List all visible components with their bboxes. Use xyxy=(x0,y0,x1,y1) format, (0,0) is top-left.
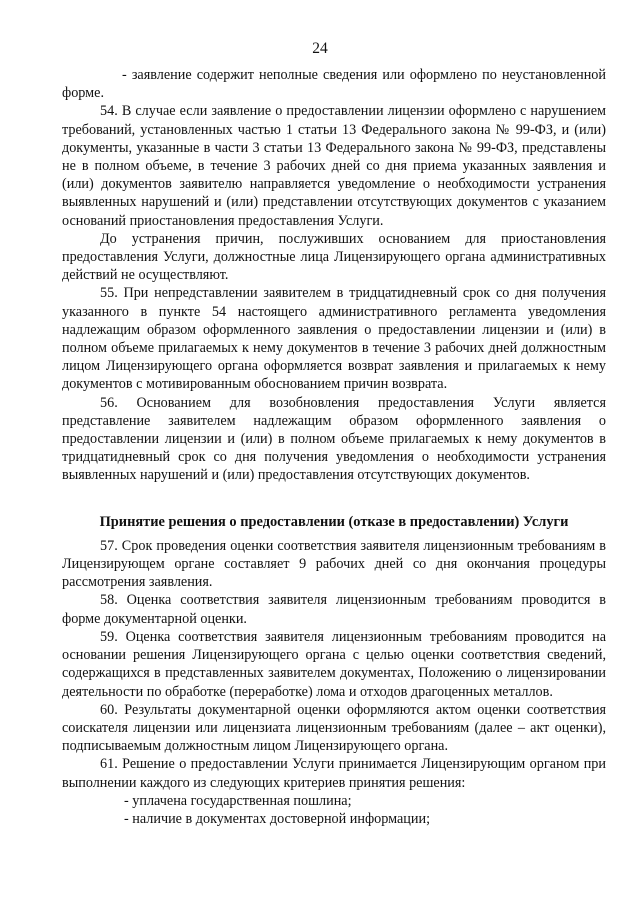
paragraph-54: 54. В случае если заявление о предоставлении лицензии оформлено с нарушением требований, установленных частью 1 статьи 13 Федерального закона № 99-ФЗ, и (или) документы, указанные в части 3 статьи 13 Федерального закона № 99-ФЗ, представлены не в полном объеме, в течение 3 рабочих дней со дня приема указанных заявления и (или) документов заявителю направляется уведомление о необходимости устранения выявленных нарушений и (или) представлении отсутствующих документов с указанием оснований приостановления предоставления Услуги. xyxy=(62,103,606,229)
paragraph-incomplete-info: - заявление содержит неполные сведения или оформлено по неустановленной форме. xyxy=(62,67,606,102)
paragraph-56: 56. Основанием для возобновления предоставления Услуги является представление заявителем надлежащим образом оформленного заявления о предоставлении лицензии и (или) в полном объеме прилагаемых к нему документов в тридцатидневный срок со дня получения уведомления о необходимости устранения выявленных нарушений и (или) предоставления отсутствующих документов. xyxy=(62,394,606,484)
paragraph-55: 55. При непредставлении заявителем в тридцатидневный срок со дня получения указанного в пункте 54 настоящего административного регламента уведомления надлежащим образом оформленного заявления о предоставлении лицензии и (или) в полном объеме прилагаемых к нему документов в течение 3 рабочих дней должностным лицом Лицензирующего органа оформляется возврат заявления и прилагаемых к нему документов с мотивированным обоснованием причин возврата. xyxy=(62,285,606,393)
bullet-reliable-information: - наличие в документах достоверной информации; xyxy=(124,810,431,827)
section-heading: Принятие решения о предоставлении (отказе в предоставлении) Услуги xyxy=(99,513,569,530)
document-body xyxy=(62,66,606,828)
paragraph-59: 59. Оценка соответствия заявителя лицензионным требованиям проводится на основании решения Лицензирующего органа с целью оценки соответствия сведений, содержащихся в представленных заявителем документах, Положению о лицензировании деятельности по обработке (переработке) лома и отходов драгоценных металлов. xyxy=(62,628,606,700)
paragraph-58: 58. Оценка соответствия заявителя лицензионным требованиям проводится в форме документарной оценки. xyxy=(62,592,606,627)
paragraph-57: 57. Срок проведения оценки соответствия заявителя лицензионным требованиям в Лицензирующем органе составляет 9 рабочих дней со дня окончания процедуры рассмотрения заявления. xyxy=(62,537,606,591)
paragraph-suspension-note: До устранения причин, послуживших основанием для приостановления предоставления Услуги, должностные лица Лицензирующего органа административных действий не осуществляют. xyxy=(62,230,606,284)
section-spacer xyxy=(62,485,606,513)
paragraph-60: 60. Результаты документарной оценки оформляются актом оценки соответствия соискателя лицензии или лицензиата лицензионным требованиям (далее – акт оценки), подписываемым должностным лицом Лицензирующего органа. xyxy=(62,701,606,755)
page-number: 24 xyxy=(312,40,328,57)
paragraph-61: 61. Решение о предоставлении Услуги принимается Лицензирующим органом при выполнении каждого из следующих критериев принятия решения: xyxy=(62,756,606,791)
bullet-state-fee: - уплачена государственная пошлина; xyxy=(124,792,352,809)
